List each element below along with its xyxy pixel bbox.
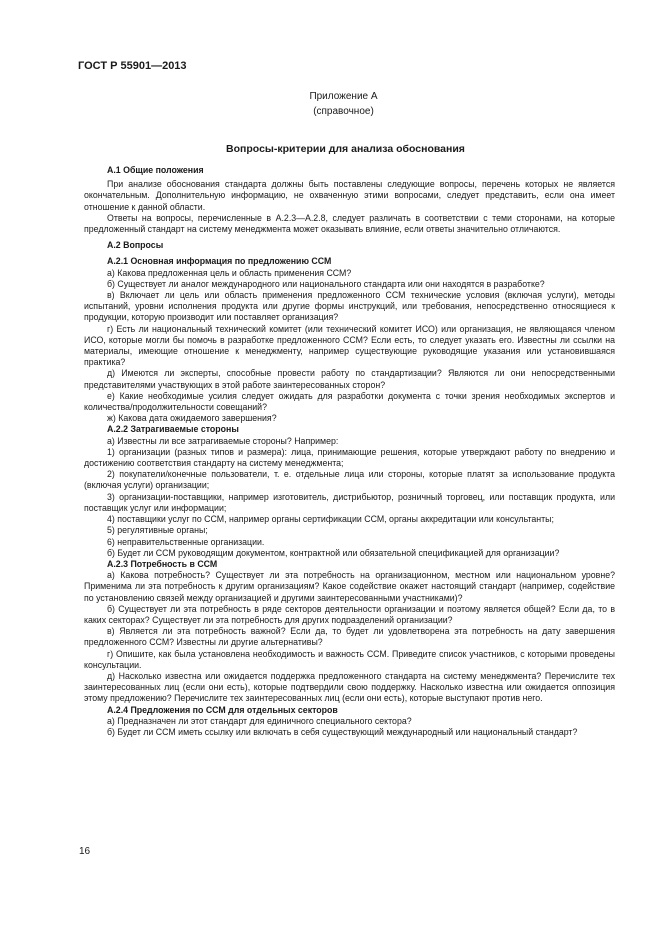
list-item: в) Является ли эта потребность важной? Если да, то будет ли удовлетворена эта потребность на дату завершения предложенного ССМ? Известны ли другие альтернативы? xyxy=(84,626,615,648)
subsection-heading: А.2.2 Затрагиваемые стороны xyxy=(107,424,239,435)
annex-title: Приложение А xyxy=(309,91,378,102)
list-item: 1) организации (разных типов и размера): лица, принимающие решения, которые утверждают работу по внедрению и достижению соответствия стандарту на систему менеджмента; xyxy=(84,446,615,469)
paragraph: При анализе обоснования стандарта должны быть поставлены следующие вопросы, перечень которых не является окончательным. Дополнительную информацию, не охваченную этими вопросами, следует представить, если она имеет отношение к данной области. xyxy=(84,179,615,212)
list-item: а) Какова предложенная цель и область применения ССМ? xyxy=(107,267,352,278)
list-item: г) Есть ли национальный технический комитет (или технический комитет ИСО) или организация, не являющаяся членом ИСО, которые могли бы помочь в разработке предложенного ССМ? Если есть, то следует указать его. Известны ли ссылки на материалы, имеющие отношение к менеджменту, например существующие руководящие указания или установившаяся практика? xyxy=(84,323,615,368)
list-item: б) Существует ли эта потребность в ряде секторов деятельности организации и поэтому является общей? Если да, то в каких секторах? Существует ли эта потребность для других подразделений организации? xyxy=(84,603,615,625)
subsection-heading: А.2.3 Потребность в ССМ xyxy=(107,558,218,569)
list-item: а) Какова потребность? Существует ли эта потребность на организационном, местном или национальном уровне? Применима ли эта потребность к другим организациям? Какое содействие окажет настоящий стандарт (например, содействие по установлению связей между организацией и другими заинтересованными участниками)? xyxy=(84,570,615,603)
document-body xyxy=(84,165,615,738)
list-item: а) Предназначен ли этот стандарт для единичного специального сектора? xyxy=(107,715,412,726)
list-item: 3) организации-поставщики, например изготовитель, дистрибьютор, розничный торговец, или поставщик продукта, или поставщик услуг или информации; xyxy=(84,491,615,513)
list-item: 2) покупатели/конечные пользователи, т. е. отдельные лица или стороны, которые платят за использование продукта (включая услуги) организации; xyxy=(84,469,615,491)
list-item: 6) неправительственные организации. xyxy=(107,536,265,547)
list-item: д) Имеются ли эксперты, способные провести работу по стандартизации? Являются ли они непосредственными представителями участвующих в этой работе заинтересованных сторон? xyxy=(84,368,615,390)
list-item: б) Существует ли аналог международного или национального стандарта или они находятся в разработке? xyxy=(107,278,545,289)
list-item: е) Какие необходимые усилия следует ожидать для разработки документа с точки зрения необходимых экспертов и количества/продолжительности совещаний? xyxy=(84,390,615,413)
subsection-heading: А.2.1 Основная информация по предложению ССМ xyxy=(107,256,332,267)
subsection-heading: А.2.4 Предложения по ССМ для отдельных секторов xyxy=(107,704,338,715)
document-header: ГОСТ Р 55901—2013 xyxy=(78,60,187,72)
list-item: в) Включает ли цель или область применения предложенного ССМ технические условия (включая услуги), методы испытаний, уровни исполнения продукта или другие формы инструкций, или требования, непосредственно относящиеся к продукции, которую производит или поставляет организация? xyxy=(84,290,615,323)
annex-type: (справочное) xyxy=(313,106,374,117)
list-item: а) Известны ли все затрагиваемые стороны? Например: xyxy=(107,435,339,446)
list-item: г) Опишите, как была установлена необходимость и важность ССМ. Приведите список участников, с которыми проведены консультации. xyxy=(84,648,615,670)
list-item: ж) Какова дата ожидаемого завершения? xyxy=(107,413,277,424)
paragraph: Ответы на вопросы, перечисленные в А.2.3—А.2.8, следует различать в соответствии с теми сторонами, на которые предложенный стандарт на систему менеджмента может оказывать влияние, если ответы значительно отличаются. xyxy=(84,212,615,235)
section-heading: А.2 Вопросы xyxy=(107,240,164,251)
section-heading: А.1 Общие положения xyxy=(107,165,204,175)
page-number: 16 xyxy=(79,846,91,857)
list-item: 4) поставщики услуг по ССМ, например органы сертификации ССМ, органы аккредитации или консультанты; xyxy=(107,514,554,525)
list-item: 5) регулятивные органы; xyxy=(107,525,208,536)
annex-label xyxy=(0,89,661,119)
list-item: б) Будет ли ССМ иметь ссылку или включать в себя существующий международный или национальный стандарт? xyxy=(107,726,578,737)
list-item: д) Насколько известна или ожидается поддержка предложенного стандарта на систему менеджмента? Перечислите тех заинтересованных лиц (если они есть), которые подтвердили свою поддержку. Насколько известна или ожидается оппозиция этому предложению? Перечислите тех заинтересованных лиц (если они есть), которые выступают против него. xyxy=(84,670,615,704)
annex-heading: Вопросы-критерии для анализа обоснования xyxy=(226,143,465,155)
list-item: б) Будет ли ССМ руководящим документом, контрактной или обязательной спецификацией для организации? xyxy=(107,547,560,558)
